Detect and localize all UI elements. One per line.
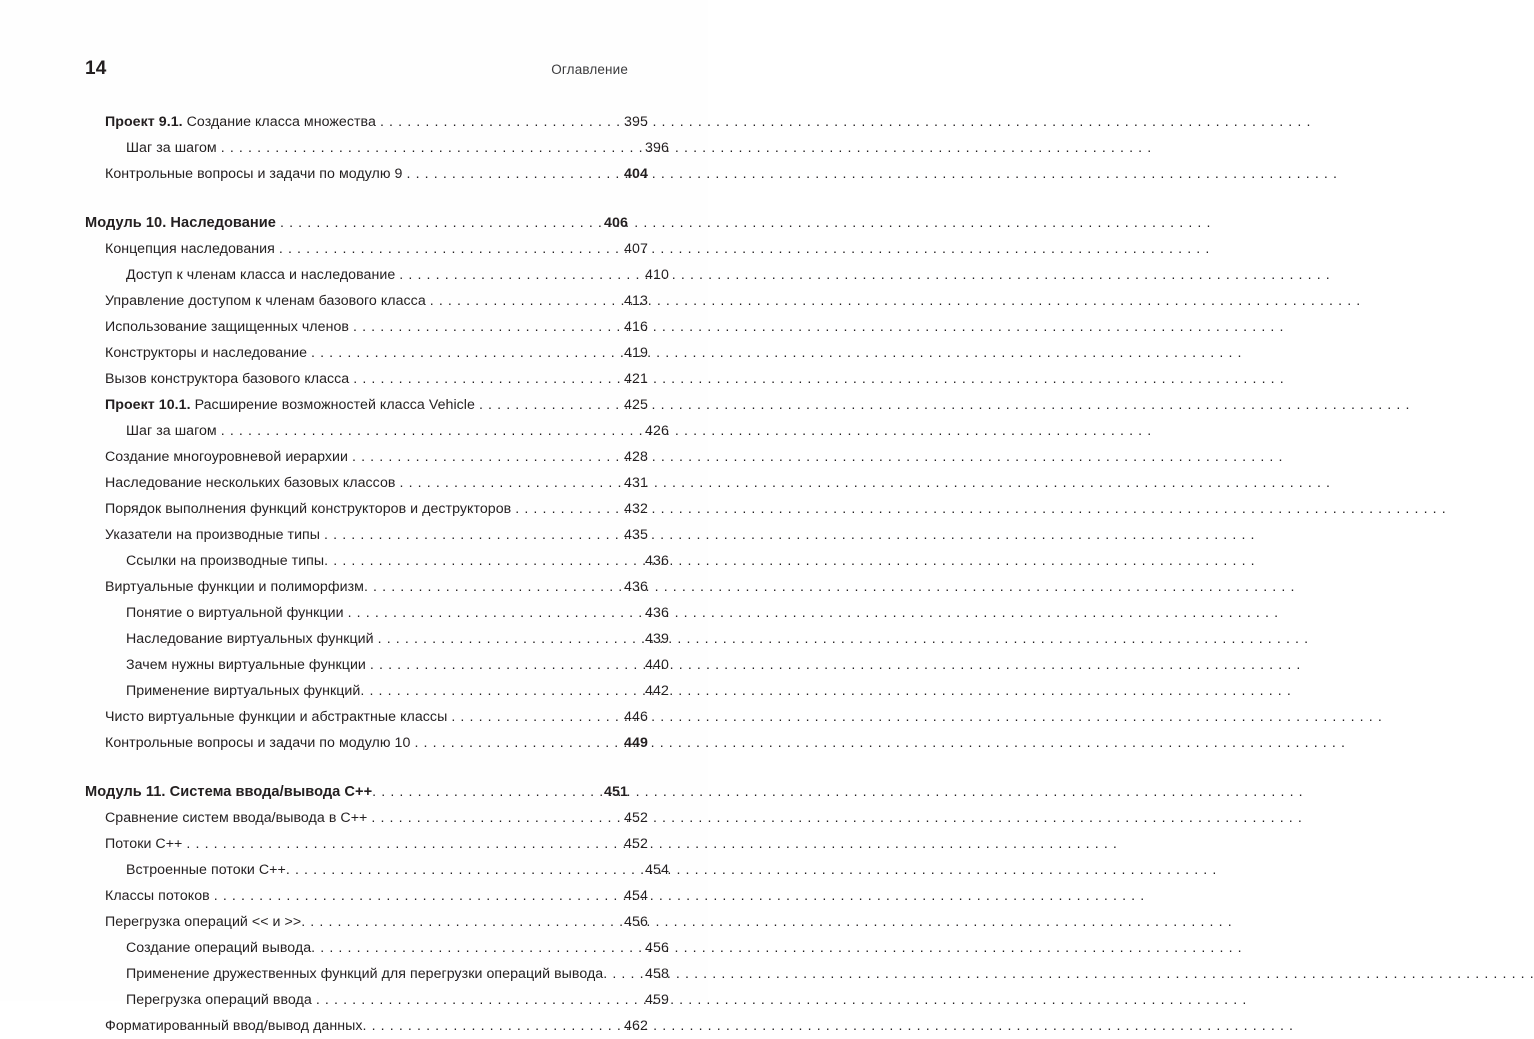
toc-entry-title bbox=[126, 626, 374, 652]
toc-entry-label: Конструкторы и наследование bbox=[105, 345, 308, 361]
leader-dots bbox=[360, 684, 634, 704]
toc-entry-title bbox=[126, 600, 344, 626]
toc-entry-row[interactable] bbox=[85, 704, 648, 730]
toc-entry-label: Наследование нескольких базовых классов bbox=[105, 475, 396, 491]
toc-entry-row[interactable] bbox=[85, 236, 648, 262]
toc-entry-label: Сравнение систем ввода/вывода в C++ bbox=[105, 810, 368, 826]
toc-entry-title bbox=[85, 779, 372, 805]
toc-entry-title bbox=[105, 288, 426, 314]
toc-entry-label: Концепция наследования bbox=[105, 241, 275, 257]
toc-entry-row[interactable] bbox=[85, 935, 669, 961]
toc-page-number: 426 bbox=[645, 423, 669, 439]
toc-entry-title bbox=[126, 987, 312, 1013]
toc-page-number: 431 bbox=[624, 475, 648, 491]
leader-dots bbox=[301, 915, 613, 935]
leader-dots bbox=[400, 476, 613, 496]
toc-page-number: 436 bbox=[624, 579, 648, 595]
toc-entry-title bbox=[85, 210, 276, 236]
toc-entry-title bbox=[105, 496, 511, 522]
toc-entry-label: Потоки C++ bbox=[105, 836, 183, 852]
toc-page-number: 440 bbox=[645, 657, 669, 673]
toc-entry-label: Расширение возможностей класса Vehicle bbox=[190, 397, 475, 413]
toc-entry-title bbox=[126, 548, 324, 574]
toc-entry-title bbox=[126, 135, 217, 161]
toc-entry-row[interactable] bbox=[85, 909, 648, 935]
toc-entry-label: Контрольные вопросы и задачи по модулю 9 bbox=[105, 166, 403, 182]
toc-entry-row[interactable] bbox=[85, 161, 648, 187]
toc-entry-row[interactable] bbox=[85, 857, 669, 883]
toc-entry-row[interactable] bbox=[85, 366, 648, 392]
toc-entry-title bbox=[126, 652, 366, 678]
toc-entry-label: Порядок выполнения функций конструкторов и деструкторов bbox=[105, 501, 512, 517]
toc-entry-row[interactable] bbox=[85, 831, 648, 857]
toc-entry-label: Создание операций вывода bbox=[126, 940, 312, 956]
toc-entry-title bbox=[105, 444, 348, 470]
leader-dots bbox=[414, 736, 613, 756]
leader-dots bbox=[352, 450, 613, 470]
toc-page-number: 462 bbox=[624, 1018, 648, 1034]
toc-page-number: 439 bbox=[645, 631, 669, 647]
leader-dots bbox=[279, 242, 613, 262]
leader-dots bbox=[324, 554, 634, 574]
leader-dots bbox=[371, 811, 613, 831]
toc-entry-title bbox=[105, 366, 349, 392]
toc-entry-row[interactable] bbox=[85, 340, 648, 366]
toc-entry-label: Встроенные потоки C++ bbox=[126, 862, 286, 878]
toc-entry-title bbox=[126, 678, 360, 704]
toc-entry-row[interactable] bbox=[85, 678, 669, 704]
toc-entry-row[interactable] bbox=[85, 418, 669, 444]
leader-dots bbox=[399, 268, 634, 288]
toc-entry-title bbox=[105, 340, 307, 366]
toc-entry-row[interactable] bbox=[85, 288, 648, 314]
leader-dots bbox=[451, 710, 613, 730]
toc-entry-row[interactable] bbox=[85, 961, 669, 987]
toc-entry-title bbox=[105, 236, 275, 262]
toc-page-number: 413 bbox=[624, 293, 648, 309]
toc-page-number: 406 bbox=[604, 215, 628, 231]
toc-entry-title bbox=[126, 262, 395, 288]
toc-entry-label: Перегрузка операций << и >> bbox=[105, 914, 302, 930]
toc-entry-title bbox=[105, 704, 447, 730]
toc-page-number: 452 bbox=[624, 810, 648, 826]
toc-entry-label: Вызов конструктора базового класса bbox=[105, 371, 350, 387]
toc-page-number: 459 bbox=[645, 992, 669, 1008]
leader-dots bbox=[324, 528, 613, 548]
leader-dots bbox=[348, 606, 634, 626]
toc-page-number: 436 bbox=[645, 553, 669, 569]
toc-entry-label: Применение дружественных функций для перегрузки операций вывода bbox=[126, 966, 604, 982]
toc-entry-label-strong: Модуль 11. Система ввода/вывода C++ bbox=[85, 784, 373, 800]
toc-entry-row[interactable] bbox=[85, 496, 648, 522]
leader-dots bbox=[311, 346, 613, 366]
toc-page-number: 435 bbox=[624, 527, 648, 543]
toc-entry-title bbox=[126, 961, 603, 987]
running-head bbox=[85, 58, 628, 84]
leader-dots bbox=[364, 580, 613, 600]
book-page bbox=[0, 0, 708, 1034]
toc-entry-label: Указатели на производные типы bbox=[105, 527, 321, 543]
toc-page-number: 404 bbox=[624, 166, 648, 182]
toc-entry-row[interactable] bbox=[85, 652, 669, 678]
toc-entry-title bbox=[105, 730, 410, 756]
leader-dots bbox=[378, 632, 634, 652]
leader-dots bbox=[214, 889, 613, 909]
toc-entry-title bbox=[105, 883, 210, 909]
toc-entry-label: Доступ к членам класса и наследование bbox=[126, 267, 396, 283]
toc-page-number: 395 bbox=[624, 114, 648, 130]
toc-page-number: 428 bbox=[624, 449, 648, 465]
toc-page-number: 452 bbox=[624, 836, 648, 852]
toc-page-number: 458 bbox=[645, 966, 669, 982]
leader-dots bbox=[353, 372, 613, 392]
running-head-title: Оглавление bbox=[551, 62, 628, 77]
leader-dots bbox=[430, 294, 613, 314]
toc-entry-title bbox=[105, 314, 349, 340]
toc-entry-label: Классы потоков bbox=[105, 888, 210, 904]
toc-page-number: 425 bbox=[624, 397, 648, 413]
toc-entry-title bbox=[105, 470, 396, 496]
leader-dots bbox=[372, 785, 593, 805]
toc-entry-row[interactable] bbox=[85, 548, 669, 574]
toc-page-number: 436 bbox=[645, 605, 669, 621]
toc-entry-title bbox=[105, 109, 376, 135]
toc-entry-row[interactable] bbox=[85, 574, 648, 600]
toc-entry-label: Перегрузка операций ввода bbox=[126, 992, 312, 1008]
leader-dots bbox=[370, 658, 634, 678]
toc-entry-label: Контрольные вопросы и задачи по модулю 10 bbox=[105, 735, 411, 751]
toc-entry-title bbox=[105, 522, 320, 548]
toc-entry-label: Создание класса множества bbox=[182, 114, 376, 130]
toc-entry-label: Наследование виртуальных функций bbox=[126, 631, 374, 647]
toc-page-number: 421 bbox=[624, 371, 648, 387]
toc-page-number: 454 bbox=[645, 862, 669, 878]
toc-entry-row[interactable] bbox=[85, 314, 648, 340]
toc-page-number: 449 bbox=[624, 735, 648, 751]
toc-page-number: 446 bbox=[624, 709, 648, 725]
toc-page-number: 456 bbox=[645, 940, 669, 956]
toc-entry-label: Использование защищенных членов bbox=[105, 319, 349, 335]
toc-entry-label: Ссылки на производные типы bbox=[126, 553, 325, 569]
leader-dots bbox=[316, 993, 634, 1013]
toc-page-number: 419 bbox=[624, 345, 648, 361]
toc-entry-row[interactable] bbox=[85, 470, 648, 496]
toc-entry-title bbox=[105, 831, 182, 857]
leader-dots bbox=[221, 424, 634, 444]
toc-entry-row[interactable] bbox=[85, 805, 648, 831]
toc-entry-label-strong: Модуль 10. Наследование bbox=[85, 215, 276, 231]
toc-entry-label: Зачем нужны виртуальные функции bbox=[126, 657, 366, 673]
toc-entry-label: Виртуальные функции и полиморфизм bbox=[105, 579, 364, 595]
toc-entry-label: Создание многоуровневой иерархии bbox=[105, 449, 348, 465]
toc-entry-title bbox=[105, 161, 403, 187]
leader-dots bbox=[479, 398, 613, 418]
toc-entry-row[interactable] bbox=[85, 883, 648, 909]
leader-dots bbox=[286, 863, 634, 883]
leader-dots bbox=[363, 1019, 613, 1039]
toc-entry-row[interactable] bbox=[85, 109, 648, 135]
toc-entry-title bbox=[105, 574, 364, 600]
toc-entry-label: Понятие о виртуальной функции bbox=[126, 605, 344, 621]
toc-entry-label: Шаг за шагом bbox=[126, 423, 217, 439]
toc-entry-row[interactable] bbox=[85, 444, 648, 470]
toc-entry-label: Применение виртуальных функций bbox=[126, 683, 361, 699]
toc-page-number: 442 bbox=[645, 683, 669, 699]
toc-page-number: 407 bbox=[624, 241, 648, 257]
toc-page-number: 456 bbox=[624, 914, 648, 930]
toc-module-row[interactable] bbox=[85, 779, 628, 805]
leader-dots bbox=[407, 167, 614, 187]
toc-entry-label: Чисто виртуальные функции и абстрактные классы bbox=[105, 709, 448, 725]
toc-entry-row[interactable] bbox=[85, 600, 669, 626]
toc-page-number: 416 bbox=[624, 319, 648, 335]
toc-entry-label-strong: Проект 10.1. bbox=[105, 397, 191, 413]
page-folio-number: 14 bbox=[85, 58, 107, 79]
toc-page-number: 396 bbox=[645, 140, 669, 156]
toc-page-number: 454 bbox=[624, 888, 648, 904]
toc-entry-title bbox=[105, 392, 475, 418]
toc-entry-row[interactable] bbox=[85, 1013, 648, 1039]
toc-page-number: 410 bbox=[645, 267, 669, 283]
toc-entry-row[interactable] bbox=[85, 522, 648, 548]
toc-entry-row[interactable] bbox=[85, 392, 648, 418]
leader-dots bbox=[515, 502, 613, 522]
leader-dots bbox=[380, 115, 613, 135]
toc-page-number: 451 bbox=[604, 784, 628, 800]
toc-entry-row[interactable] bbox=[85, 987, 669, 1013]
leader-dots bbox=[221, 141, 634, 161]
toc-module-row[interactable] bbox=[85, 210, 628, 236]
toc-entry-title bbox=[105, 909, 301, 935]
leader-dots bbox=[311, 941, 634, 961]
toc-entry-row[interactable] bbox=[85, 730, 648, 756]
toc-entry-title bbox=[105, 805, 367, 831]
toc-entry-title bbox=[105, 1013, 363, 1039]
toc-entry-label: Форматированный ввод/вывод данных bbox=[105, 1018, 363, 1034]
toc-entry-title bbox=[126, 857, 286, 883]
toc-entry-row[interactable] bbox=[85, 262, 669, 288]
toc-entry-label-strong: Проект 9.1. bbox=[105, 114, 183, 130]
toc-entry-label: Управление доступом к членам базового класса bbox=[105, 293, 426, 309]
leader-dots bbox=[186, 837, 613, 857]
toc-entry-title bbox=[126, 935, 311, 961]
leader-dots bbox=[353, 320, 613, 340]
table-of-contents bbox=[85, 109, 669, 1039]
toc-page-number: 432 bbox=[624, 501, 648, 517]
toc-entry-title bbox=[126, 418, 217, 444]
leader-dots bbox=[280, 216, 593, 236]
toc-entry-row[interactable] bbox=[85, 135, 669, 161]
toc-entry-row[interactable] bbox=[85, 626, 669, 652]
leader-dots bbox=[603, 967, 634, 987]
toc-entry-label: Шаг за шагом bbox=[126, 140, 217, 156]
